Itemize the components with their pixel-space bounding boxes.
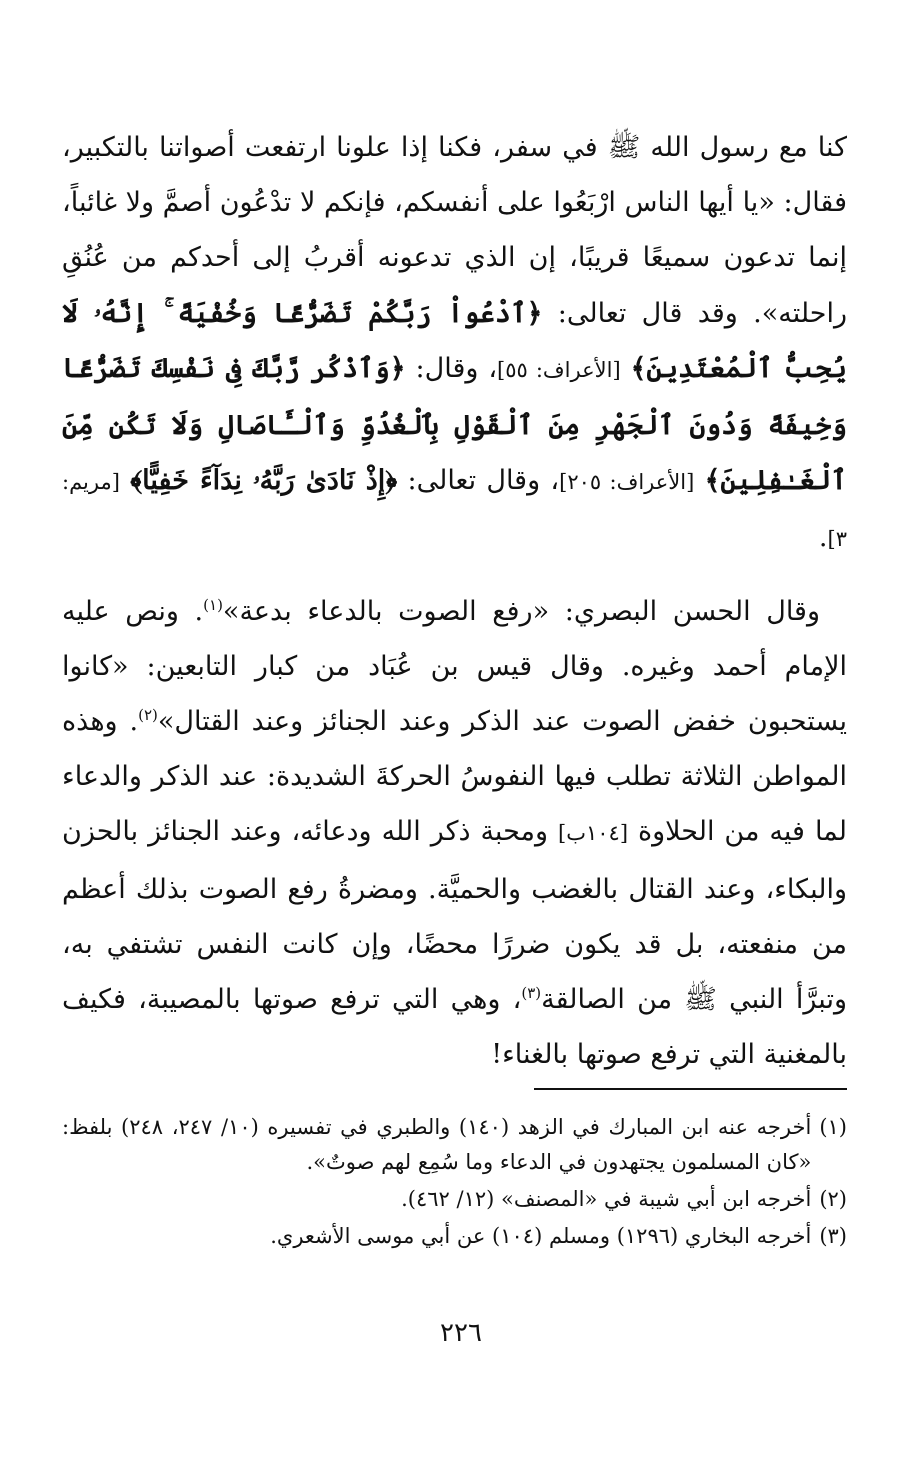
quran-verse: ﴿وَٱذْكُر رَّبَّكَ فِى نَفْسِكَ تَضَرُّعًا وَخِيفَةً وَدُونَ ٱلْجَهْرِ مِنَ ٱلْقَوْلِ بِٱلْغُدُوِّ وَٱلْـَٔاصَالِ وَلَا تَكُن مِّنَ ٱلْغَـٰفِلِينَ﴾ <box>62 352 847 497</box>
footnote-number: (٢) <box>819 1187 847 1211</box>
paragraph-text: ومحبة ذكر الله ودعائه، وعند الجنائز بالحزن والبكاء، وعند القتال بالغضب والحميَّة. ومضرةُ رفع الصوت بذلك أعظم من منفعته، بل قد يكون ضررًا محضًا، وإن كانت النفس تشتفي به، وتبرَّأ النبي ﷺ من الصالقة <box>62 816 847 1016</box>
quran-verse: ﴿ٱدْعُواْ رَبَّكُمْ تَضَرُّعًا وَخُفْيَةً ۚ إِنَّهُۥ لَا يُحِبُّ ٱلْمُعْتَدِينَ﴾ <box>62 297 847 384</box>
footnote-divider <box>534 1088 847 1090</box>
paragraph-text: . ونص عليه الإمام أحمد وغيره. وقال قيس بن عُبَاد من كبار التابعين: «كانوا يستحبون خفض الصوت عند الذكر وعند الجنائز وعند القتال» <box>62 595 847 738</box>
page-number: ٢٢٦ <box>440 1318 482 1348</box>
verse-reference: [الأعراف: ٥٥] <box>497 357 621 382</box>
footnote-item <box>62 1182 847 1217</box>
paragraph-text: ، وهي التي ترفع صوتها بالمصيبة، فكيف بالمغنية التي ترفع صوتها بالغناء! <box>62 984 847 1071</box>
footnote-text: أخرجه ابن أبي شيبة في «المصنف» (١٢/ ٤٦٢). <box>401 1187 812 1211</box>
verse-reference: [مريم: ٣] <box>62 470 847 552</box>
main-text <box>62 120 847 1082</box>
footnote-item <box>62 1219 847 1254</box>
paragraph-text: وقال الحسن البصري: «رفع الصوت بالدعاء بدعة» <box>222 595 820 627</box>
paragraph-text: كنا مع رسول الله ﷺ في سفر، فكنا إذا علونا ارتفعت أصواتنا بالتكبير، فقال: «يا أيها الناس ارْبَعُوا على أنفسكم، فإنكم لا تدْعُون أصمَّ ولا غائباً، إنما تدعون سميعًا قريبًا، إن الذي تدعونه أقربُ إلى أحدكم من عُنُقِ راحلته». وقد قال تعالى: <box>62 132 848 329</box>
footnote-marker: (٣) <box>521 984 542 1003</box>
footnote-number: (١) <box>819 1115 847 1139</box>
footnotes <box>62 1110 847 1256</box>
footnote-item <box>62 1110 847 1180</box>
footnote-marker: (١) <box>203 595 223 614</box>
paragraph-1 <box>62 120 847 568</box>
paragraph-text: . وهذه المواطن الثلاثة تطلب فيها النفوسُ الحركةَ الشديدة: عند الذكر والدعاء لما فيه من الحلاوة <box>62 706 848 848</box>
paragraph-2 <box>62 584 847 1083</box>
footnote-marker: (٢) <box>138 706 158 725</box>
footnote-text: أخرجه البخاري (١٢٩٦) ومسلم (١٠٤) عن أبي موسى الأشعري. <box>270 1224 812 1248</box>
paragraph-text: . <box>818 522 828 554</box>
quran-verse: ﴿إِذْ نَادَىٰ رَبَّهُۥ نِدَآءً خَفِيًّا﴾ <box>130 465 398 497</box>
footnote-number: (٣) <box>819 1224 847 1248</box>
footnote-text: أخرجه عنه ابن المبارك في الزهد (١٤٠) والطبري في تفسيره (١٠/ ٢٤٧، ٢٤٨) بلفظ: «كان المسلمون يجتهدون في الدعاء وما سُمِع لهم صوتٌ». <box>62 1115 812 1174</box>
paragraph-text: ، وقال: <box>405 352 498 384</box>
paragraph-text: ، وقال تعالى: <box>397 465 560 497</box>
manuscript-folio-marker: [١٠٤ب] <box>558 821 629 846</box>
verse-reference: [الأعراف: ٢٠٥] <box>559 470 695 495</box>
